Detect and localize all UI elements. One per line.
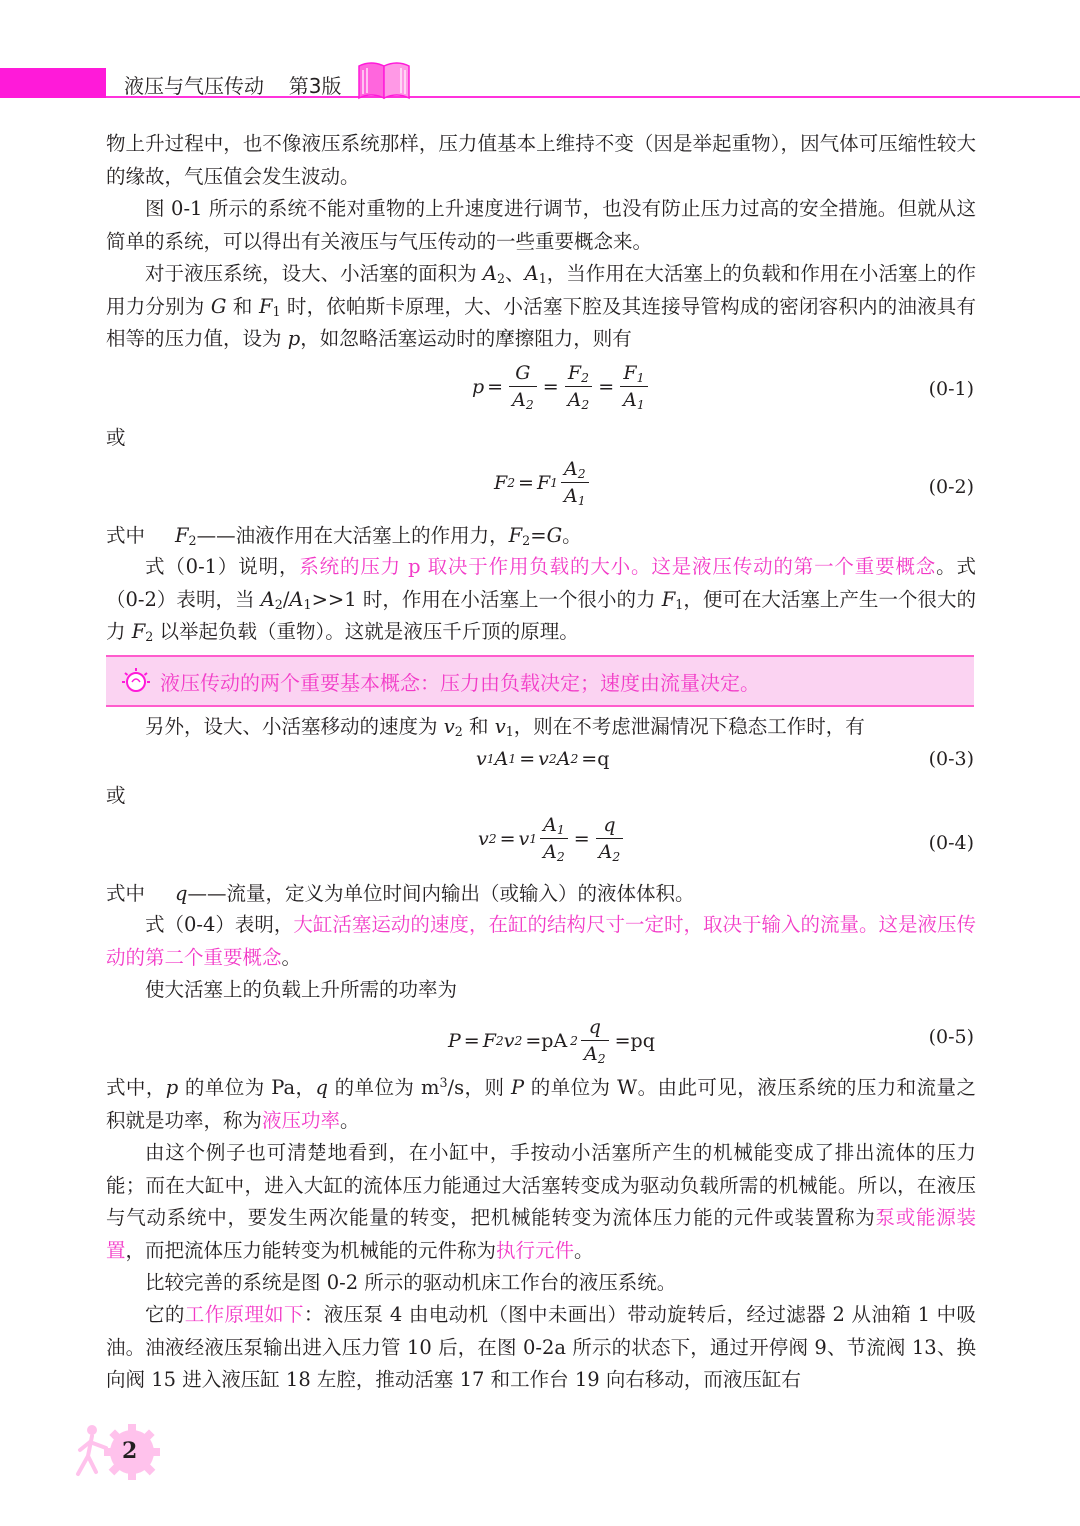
- operator: =q: [581, 748, 610, 770]
- subscript: 2: [597, 1052, 606, 1067]
- symbol: A: [543, 841, 557, 863]
- text-run: ，便可在大活塞上产生一个很大的力: [106, 587, 976, 643]
- operator: =: [530, 524, 547, 547]
- paragraph-10-text: 比较完善的系统是图 0-2 所示的驱动机床工作台的液压系统。: [145, 1271, 677, 1294]
- equation-number-0-5: (0-5): [928, 1026, 974, 1048]
- where-label: 式中: [106, 524, 146, 547]
- subscript: 2: [145, 629, 154, 645]
- text-run: 由这个例子也可清楚地看到，在小缸中，手按动小活塞所产生的机械能变成了排出流体的压力能；而在大缸中，进入大缸的流体压力能通过大活塞转变成为驱动负载所需的机械能。所以，在液压与气动系统中，要发生两次能量的转变，把机械能转变为流体压力能的元件或装置称为: [106, 1141, 976, 1229]
- paragraph-4: [106, 551, 976, 649]
- edition: 第3版: [288, 74, 342, 98]
- text-run: 以举起负载（重物）。这就是液压千斤顶的原理。: [153, 620, 579, 643]
- text-run: 另外，设大、小活塞移动的速度为: [145, 715, 444, 738]
- book-title: 液压与气压传动: [124, 74, 264, 98]
- symbol: A: [564, 458, 578, 480]
- lightbulb-icon: [120, 665, 152, 697]
- subscript: 1: [577, 494, 586, 509]
- subscript: 2: [525, 398, 534, 413]
- text-run: 。: [281, 945, 302, 969]
- symbol: A: [289, 587, 304, 611]
- subscript: 1: [556, 823, 565, 838]
- gear-figure-icon: [70, 1418, 162, 1488]
- highlight-term: 执行元件: [496, 1238, 575, 1262]
- symbol: F: [508, 524, 523, 547]
- symbol: A: [512, 389, 526, 411]
- paragraph-1: [106, 128, 976, 193]
- paragraph-10: [106, 1267, 976, 1300]
- symbol: A: [584, 1043, 598, 1065]
- text-run: ，如忽略活塞运动时的摩擦阻力，则有: [300, 327, 632, 350]
- text-run: ，则在不考虑泄漏情况下稳态工作时，有: [513, 715, 865, 738]
- text-run: 、: [505, 262, 525, 285]
- operator: =: [463, 1029, 480, 1052]
- text-run: 对于液压系统，设大、小活塞的面积为: [145, 262, 483, 285]
- paragraph-9: [106, 1137, 976, 1267]
- highlight-concept-2: 大缸活塞运动的速度，在缸的结构尺寸一定时，取决于输入的流量。这是液压传动的第二个重要概念: [106, 913, 976, 969]
- subscript: 1: [505, 724, 514, 740]
- symbol: A: [494, 748, 509, 770]
- symbol: A: [543, 814, 557, 836]
- subscript: 2: [522, 533, 531, 549]
- operator: =: [519, 748, 536, 770]
- operator: =: [518, 471, 534, 494]
- highlight-term: 泵或能源装置: [106, 1206, 976, 1262]
- fraction: [581, 1016, 609, 1065]
- symbol: v: [478, 827, 489, 850]
- equation-0-3: v 1 A 1 = v 2 A 2 =q: [476, 748, 610, 770]
- symbol: P: [511, 1076, 525, 1099]
- symbol: q: [175, 882, 188, 905]
- subscript: 2: [454, 724, 463, 740]
- where-clause-2: [106, 878, 976, 906]
- symbol: A: [482, 262, 497, 285]
- operator: =: [598, 375, 615, 398]
- paragraph-11: [106, 1299, 976, 1397]
- symbol: A: [564, 485, 578, 507]
- paragraph-6: [106, 909, 976, 974]
- subscript: 2: [556, 850, 565, 865]
- text-run: ，而把流体压力能转变为机械能的元件称为: [125, 1238, 497, 1262]
- symbol: p: [472, 375, 485, 398]
- text-run: 的单位为 W。由此可见，液压系统的压力和流量之积就是功率，称为: [106, 1076, 976, 1132]
- symbol: v: [538, 748, 549, 770]
- symbol: G: [546, 524, 563, 547]
- text-run: 它的: [145, 1303, 185, 1326]
- text-run: 时，依帕斯卡原理，大、小活塞下腔及其连接导管构成的密闭容积内的油液具有相等的压力值，设为: [106, 294, 977, 350]
- equation-0-5: P = F 2 v 2 =pA 2 $\frac{q}{A_2}$ =pq: [448, 1016, 655, 1067]
- key-concept-box: [106, 655, 974, 707]
- key-concept-text: 液压传动的两个重要基本概念：压力由负载决定；速度由流量决定。: [160, 671, 760, 695]
- running-head: [124, 70, 341, 99]
- text-run: 的单位为 m: [327, 1076, 440, 1099]
- equation-number-0-1: (0-1): [928, 378, 974, 400]
- symbol: A: [524, 262, 539, 285]
- operator: =pq: [614, 1029, 655, 1052]
- subscript: 2: [188, 533, 197, 549]
- text-run: ——流量，定义为单位时间内输出（或输入）的液体体积。: [187, 882, 695, 905]
- symbol: A: [567, 389, 582, 411]
- symbol: v: [494, 715, 506, 738]
- page-number: 2: [122, 1438, 138, 1464]
- text-run: 的单位为 Pa，: [178, 1076, 316, 1099]
- text-run: 。式（0-2）表明，当: [106, 555, 976, 611]
- subscript: 1: [538, 271, 547, 287]
- where-clause-1: [106, 520, 976, 548]
- subscript: 2: [497, 271, 506, 287]
- subscript: 2: [274, 596, 283, 612]
- symbol: F: [175, 524, 189, 547]
- fraction: [620, 362, 648, 411]
- open-book-icon: [355, 58, 413, 100]
- symbol: F: [536, 471, 551, 494]
- subscript: 1: [303, 596, 312, 612]
- highlight-term: 液压功率: [262, 1108, 341, 1132]
- subscript: 2: [581, 371, 589, 386]
- text-run: 式（0-1）说明，: [145, 555, 300, 578]
- symbol: A: [598, 841, 613, 863]
- paragraph-7-text: 使大活塞上的负载上升所需的功率为: [145, 978, 458, 1001]
- symbol: v: [443, 715, 455, 738]
- text-run: >>1 时，作用在小活塞上一个很小的力: [311, 587, 662, 611]
- equation-0-1: [472, 362, 651, 411]
- paragraph-1-text: 物上升过程中，也不像液压系统那样，压力值基本上维持不变（因是举起重物），因气体可压缩性较大的缘故，气压值会发生波动。: [106, 132, 976, 188]
- text-run: 和: [226, 294, 259, 318]
- symbol: v: [503, 1029, 515, 1052]
- operator: =: [573, 827, 590, 850]
- symbol: F: [623, 362, 637, 384]
- superscript: 3: [439, 1075, 448, 1091]
- text-run: ：液压泵 4 由电动机（图中未画出）带动旋转后，经过滤器 2 从油箱 1 中吸油。油液经液压泵输出进入压力管 10 后，在图 0-2a 所示的状态下，通过开停阀 9、节流阀 13、换向阀 15 进入液压缸 18 左腔，推动活塞 17 和工作台 19 向右移动，而液压缸右: [106, 1303, 976, 1391]
- equation-number-0-2: (0-2): [928, 476, 974, 498]
- fraction: [540, 814, 568, 863]
- page-header: [0, 0, 1080, 110]
- paragraph-3: [106, 258, 976, 356]
- symbol: F: [567, 362, 582, 384]
- symbol: F: [131, 620, 146, 643]
- header-accent-bar: [0, 68, 106, 98]
- highlight-term: 工作原理如下: [184, 1303, 304, 1326]
- paragraph-2: [106, 193, 976, 258]
- operator: /: [282, 587, 290, 611]
- text-run: 。: [340, 1108, 360, 1132]
- text-run: 。: [562, 524, 582, 547]
- operator: =pA: [525, 1029, 568, 1052]
- symbol: P: [448, 1029, 461, 1052]
- text-run: 。: [574, 1238, 594, 1262]
- subscript: 1: [272, 303, 281, 319]
- symbol: A: [556, 748, 571, 770]
- symbol: F: [258, 294, 273, 318]
- operator: =: [487, 375, 504, 398]
- symbol: G: [515, 362, 531, 384]
- symbol: q: [603, 814, 616, 836]
- operator: =: [499, 827, 516, 850]
- symbol: G: [210, 294, 227, 318]
- subscript: 2: [577, 467, 586, 482]
- or-label-2: 或: [106, 784, 126, 807]
- paragraph-7: [106, 974, 976, 1007]
- equation-0-4: v 2 = v 1 $\frac{A_1}{A_2}$ = $\frac{q}{A_2}$: [478, 814, 626, 863]
- symbol: p: [287, 327, 301, 350]
- text-run: /s，则: [447, 1076, 512, 1099]
- or-label-1: 或: [106, 426, 126, 449]
- fraction: [596, 814, 624, 863]
- symbol: F: [661, 587, 676, 611]
- subscript: 2: [581, 398, 590, 413]
- symbol: q: [588, 1016, 601, 1038]
- equation-number-0-4: (0-4): [928, 832, 974, 854]
- where-label: 式中: [106, 882, 146, 905]
- symbol: v: [476, 748, 487, 770]
- fraction: [509, 362, 537, 411]
- symbol: F: [482, 1029, 496, 1052]
- operator: =: [542, 375, 559, 398]
- subscript: 2: [612, 850, 621, 865]
- text-run: 式中，: [106, 1076, 166, 1099]
- subscript: 1: [636, 398, 645, 413]
- subscript: 1: [636, 371, 645, 386]
- paragraph-5: [106, 711, 976, 744]
- highlight-concept-1: 系统的压力 p 取决于作用负载的大小。这是液压传动的第一个重要概念: [299, 555, 937, 578]
- text-run: ，当作用在大活塞上的负载和作用在小活塞上的作用力分别为: [106, 262, 976, 318]
- symbol: F: [494, 471, 508, 494]
- paragraph-8: [106, 1072, 976, 1137]
- symbol: p: [165, 1076, 179, 1099]
- fraction: [565, 362, 593, 411]
- subscript: 1: [675, 596, 684, 612]
- text-run: 和: [462, 715, 495, 738]
- text-run: 式（0-4）表明，: [145, 913, 294, 936]
- equation-number-0-3: (0-3): [928, 748, 974, 770]
- fraction: [561, 458, 589, 507]
- paragraph-2-text: 图 0-1 所示的系统不能对重物的上升速度进行调节，也没有防止压力过高的安全措施。但就从这简单的系统，可以得出有关液压与气压传动的一些重要概念来。: [106, 197, 976, 253]
- equation-0-2: F 2 = F 1 $\frac{A_2}{A_1}$: [494, 458, 592, 507]
- symbol: v: [518, 827, 530, 850]
- text-run: ——油液作用在大活塞上的作用力，: [196, 524, 509, 547]
- symbol: A: [623, 389, 637, 411]
- symbol: q: [315, 1076, 328, 1099]
- symbol: A: [260, 587, 275, 611]
